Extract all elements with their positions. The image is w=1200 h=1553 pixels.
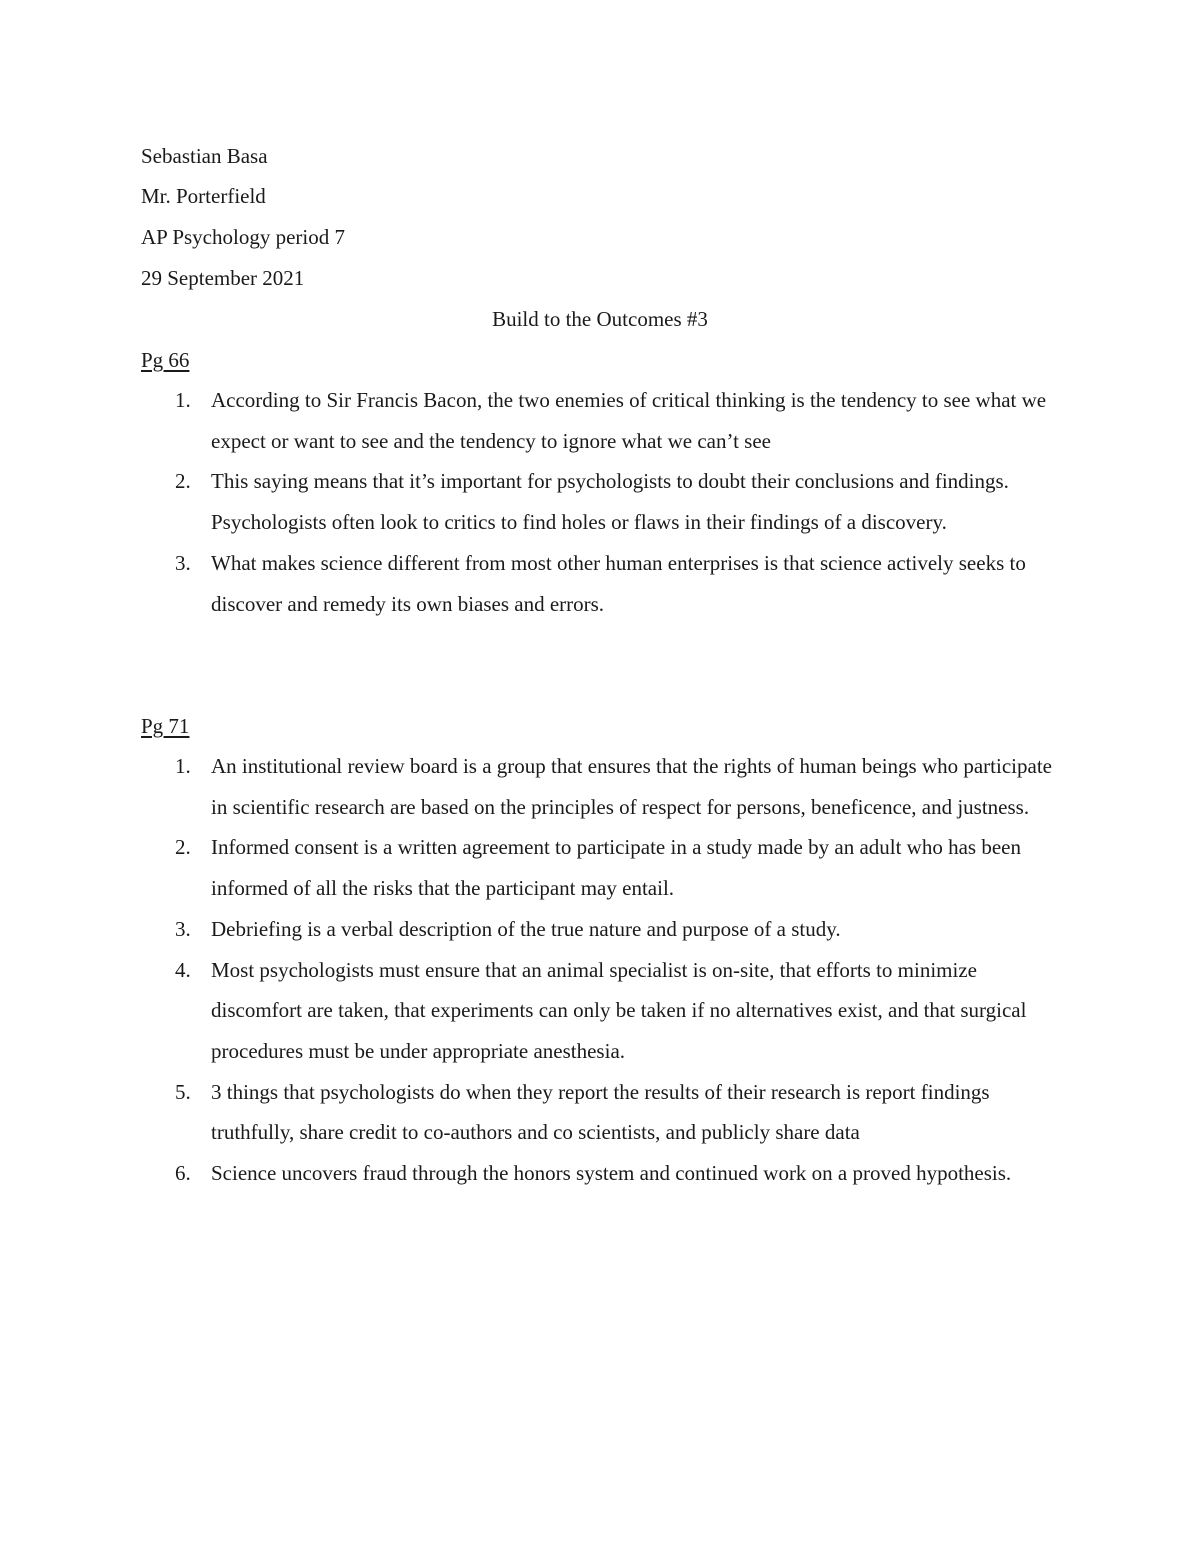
list-item [141,1153,1061,1194]
list-item [141,461,1061,542]
item-text: This saying means that it’s important for psychologists to doubt their conclusions and findings. Psychologists often look to critics to find holes or flaws in their findings of a discovery. [211,469,1009,535]
teacher-name: Mr. Porterfield [141,184,266,208]
section-heading-pg-66: Pg 66 [141,348,190,372]
list-item [141,1072,1061,1153]
item-text: An institutional review board is a group that ensures that the rights of human beings who participate in scientific research are based on the principles of respect for persons, beneficence, and justness. [211,754,1052,819]
item-number: 3. [175,916,191,941]
item-number: 5. [175,1079,191,1104]
item-text: 3 things that psychologists do when they report the results of their research is report findings truthfully, share credit to co-authors and co scientists, and publicly share data [211,1079,990,1145]
item-number: 1. [175,388,191,412]
item-text: Most psychologists must ensure that an animal specialist is on-site, that efforts to minimize discomfort are taken, that experiments can only be taken if no alternatives exist, and that surgical procedures must be under appropriate anesthesia. [211,957,1027,1063]
list-item [141,909,1061,950]
list-item [141,543,1061,624]
list-item [141,950,1061,1072]
student-name: Sebastian Basa [141,144,268,168]
item-number: 1. [175,754,191,778]
list-item [141,827,1061,908]
answer-list-pg-66 [141,380,1061,624]
document-title: Build to the Outcomes #3 [492,307,708,331]
course-name: AP Psychology period 7 [141,225,345,249]
item-text: Science uncovers fraud through the honors system and continued work on a proved hypothesis. [211,1161,1012,1186]
item-number: 6. [175,1161,191,1186]
answer-list-pg-71 [141,746,1061,1194]
item-number: 2. [175,835,191,860]
item-number: 2. [175,469,191,494]
item-text: Informed consent is a written agreement to participate in a study made by an adult who has been informed of all the risks that the participant may entail. [211,835,1021,901]
section-heading-pg-71: Pg 71 [141,714,190,738]
document-date: 29 September 2021 [141,266,305,290]
item-number: 3. [175,550,191,575]
item-number: 4. [175,957,191,982]
item-text: According to Sir Francis Bacon, the two enemies of critical thinking is the tendency to see what we expect or want to see and the tendency to ignore what we can’t see [211,388,1047,453]
list-item [141,380,1061,461]
item-text: What makes science different from most other human enterprises is that science actively seeks to discover and remedy its own biases and errors. [211,550,1026,616]
item-text: Debriefing is a verbal description of the true nature and purpose of a study. [211,916,841,941]
list-item [141,746,1061,827]
